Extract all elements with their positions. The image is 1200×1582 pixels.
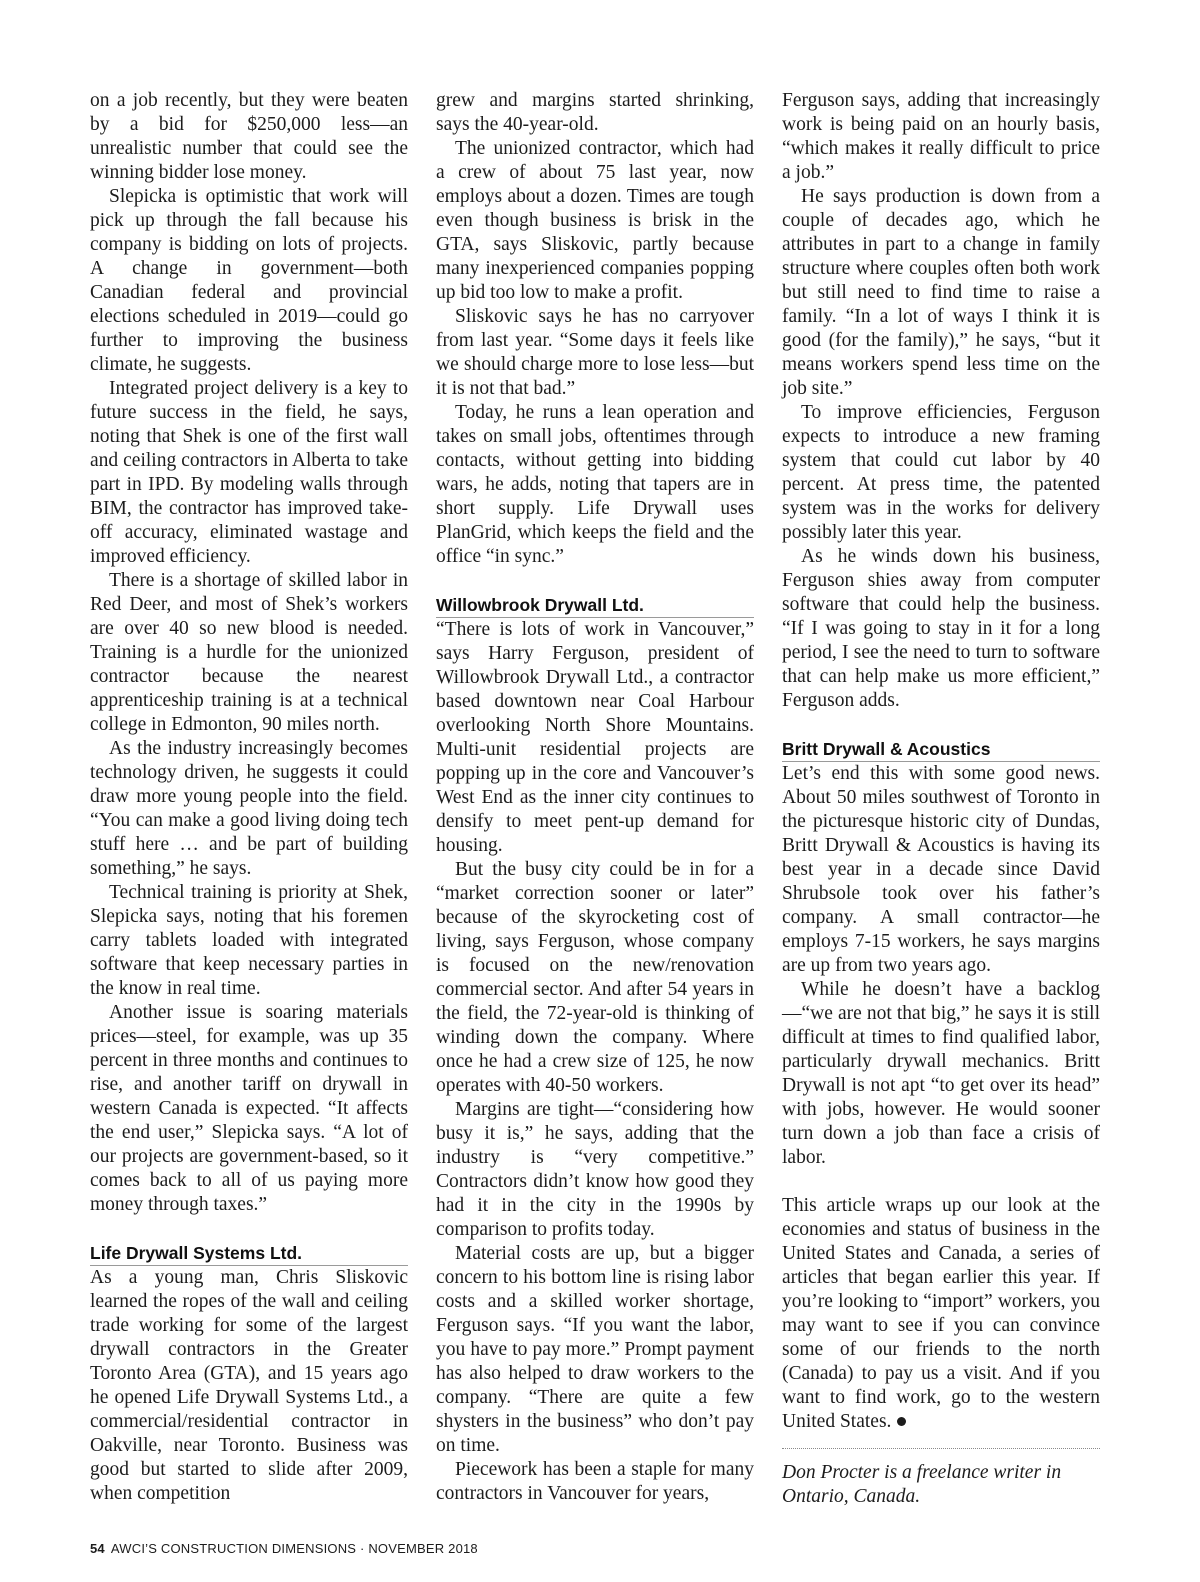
paragraph: There is a shortage of skilled labor in Red Deer, and most of Shek’s workers are over 40 so new blood is needed. Training is a hurdle for the unionized contractor because the nearest apprenticeship training is at a technical college in Edmonton, 90 miles north. [90,570,408,735]
closing-text: This article wraps up our look at the economies and status of business in the United States and Canada, a series of articles that began earlier this year. If you’re looking to “import” workers, you may want to see if you can convince some of our friends to the north (Canada) to pay us a visit. And if you want to find work, go to the western United States. [782,1195,1100,1432]
paragraph: “There is lots of work in Vancouver,” says Harry Ferguson, president of Willowbrook Drywall Ltd., a contractor based downtown near Coal Harbour overlooking North Shore Mountains. Multi-unit residential projects are popping up in the core and Vancouver’s West End as the inner city continues to densify to meet pent-up demand for housing. [436,619,754,856]
paragraph: He says production is down from a couple of decades ago, which he attributes in part to a change in family structure where couples often both work but still need to find time to raise a family. “In a lot of ways I think it is good (for the family),” he says, “but it means workers spend less time on the job site.” [782,186,1100,399]
paragraph: While he doesn’t have a backlog—“we are not that big,” he says it is still difficult at times to find qualified labor, particularly drywall mechanics. Britt Drywall is not apt “to get over its head” with jobs, however. He would sooner turn down a job than face a crisis of labor. [782,979,1100,1168]
publication-name: AWCI’S CONSTRUCTION DIMENSIONS · NOVEMBER 2018 [110,1541,478,1556]
page-number: 54 [90,1541,105,1556]
paragraph: Material costs are up, but a bigger concern to his bottom line is rising labor costs and a skilled worker shortage, Ferguson says. “If you want the labor, you have to pay more.” Prompt payment has also helped to draw workers to the company. “There are quite a few shysters in the business” who don’t pay on time. [436,1243,754,1456]
article-column-3 [782,89,1100,1509]
paragraph: on a job recently, but they were beaten by a bid for $250,000 less—an unrealistic number that could see the winning bidder lose money. [90,90,408,183]
end-bullet-icon [897,1417,906,1426]
paragraph: Today, he runs a lean operation and takes on small jobs, oftentimes through contacts, without getting into bidding wars, he adds, noting that tapers are in short supply. Life Drywall uses PlanGrid, which keeps the field and the office “in sync.” [436,402,754,567]
paragraph: Margins are tight—“considering how busy it is,” he says, adding that the industry is “very competitive.” Contractors didn’t know how good they had it in the city in the 1990s by comparison to profits today. [436,1099,754,1240]
section-heading-willowbrook: Willowbrook Drywall Ltd. [436,595,754,618]
paragraph: grew and margins started shrinking, says the 40-year-old. [436,90,754,135]
section-heading-britt-drywall: Britt Drywall & Acoustics [782,739,1100,762]
closing-paragraph [782,1194,1100,1434]
author-bio: Don Procter is a freelance writer in Ontario, Canada. [782,1462,1062,1507]
section-heading-life-drywall: Life Drywall Systems Ltd. [90,1243,408,1266]
paragraph: Technical training is priority at Shek, Slepicka says, noting that his foremen carry tablets loaded with integrated software that keep necessary parties in the know in real time. [90,882,408,999]
article-column-1 [90,89,408,1506]
paragraph: Slepicka is optimistic that work will pick up through the fall because his company is bidding on lots of projects. A change in government—both Canadian federal and provincial elections scheduled in 2019—could go further to improving the business climate, he suggests. [90,186,408,375]
paragraph: But the busy city could be in for a “market correction sooner or later” because of the skyrocketing cost of living, says Ferguson, whose company is focused on the new/renovation commercial sector. And after 54 years in the field, the 72-year-old is thinking of winding down the company. Where once he had a crew size of 125, he now operates with 40-50 workers. [436,859,754,1096]
article-column-2 [436,89,754,1506]
paragraph: Another issue is soaring materials prices—steel, for example, was up 35 percent in three months and continues to rise, and another tariff on drywall in western Canada is expected. “It affects the end user,” Slepicka says. “A lot of our projects are government-based, so it comes back to all of us paying more money through taxes.” [90,1002,408,1215]
paragraph: As the industry increasingly becomes technology driven, he suggests it could draw more young people into the field. “You can make a good living doing tech stuff here … and be part of building something,” he says. [90,738,408,879]
paragraph: As he winds down his business, Ferguson shies away from computer software that could help the business. “If I was going to stay in it for a long period, I see the need to turn to software that can help make us more efficient,” Ferguson adds. [782,546,1100,711]
paragraph: The unionized contractor, which had a crew of about 75 last year, now employs about a dozen. Times are tough even though business is brisk in the GTA, says Sliskovic, partly because many inexperienced companies popping up bid too low to make a profit. [436,138,754,303]
paragraph: To improve efficiencies, Ferguson expects to introduce a new framing system that could cut labor by 40 percent. At press time, the patented system was in the works for delivery possibly later this year. [782,402,1100,543]
page-footer [90,1541,478,1556]
paragraph: Let’s end this with some good news. About 50 miles southwest of Toronto in the picturesque historic city of Dundas, Britt Drywall & Acoustics is having its best year in a decade since David Shrubsole took over his father’s company. A small contractor—he employs 7-15 workers, he says margins are up from two years ago. [782,763,1100,976]
spacer [782,1170,1100,1194]
paragraph: Piecework has been a staple for many contractors in Vancouver for years, [436,1459,754,1504]
paragraph: Integrated project delivery is a key to future success in the field, he says, noting that Shek is one of the first wall and ceiling contractors in Alberta to take part in IPD. By modeling walls through BIM, the contractor has improved take-off accuracy, eliminated wastage and improved efficiency. [90,378,408,567]
paragraph: Ferguson says, adding that increasingly work is being paid on an hourly basis, “which makes it really difficult to price a job.” [782,90,1100,183]
paragraph: As a young man, Chris Sliskovic learned the ropes of the wall and ceiling trade working for some of the largest drywall contractors in the Greater Toronto Area (GTA), and 15 years ago he opened Life Drywall Systems Ltd., a commercial/residential contractor in Oakville, near Toronto. Business was good but started to slide after 2009, when competition [90,1267,408,1504]
paragraph: Sliskovic says he has no carryover from last year. “Some days it feels like we should charge more to lose less—but it is not that bad.” [436,306,754,399]
dotted-divider [782,1448,1100,1449]
